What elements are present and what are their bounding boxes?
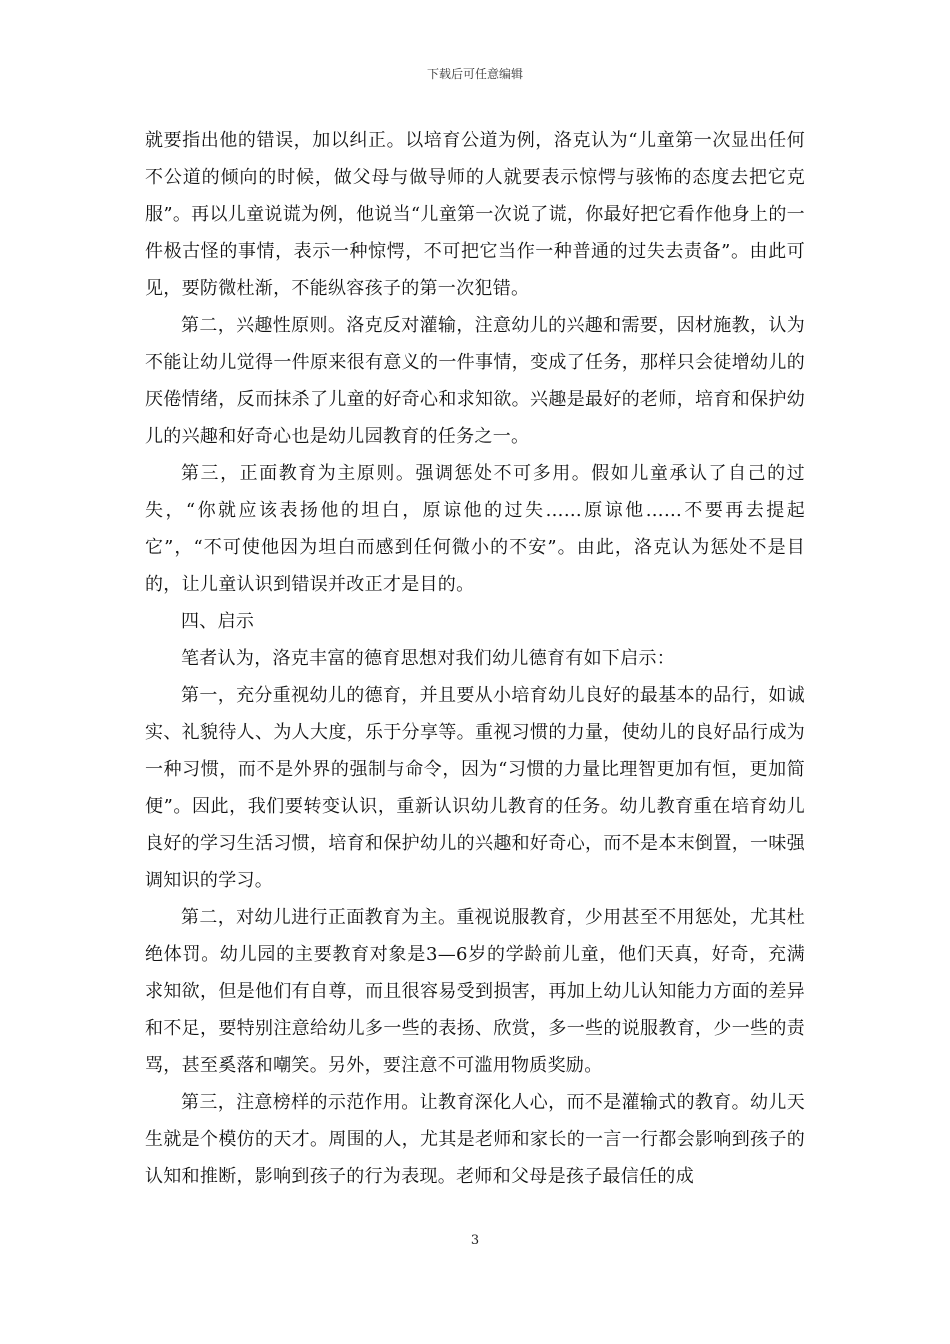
paragraph-8: 第三，注意榜样的示范作用。让教育深化人心，而不是灌输式的教育。幼儿天生就是个模仿的天才。周围的人，尤其是老师和家长的一言一行都会影响到孩子的认知和推断，影响到孩子的行为表现。老师和父母是孩子最信任的成	[145, 1092, 805, 1187]
paragraph-7: 第二，对幼儿进行正面教育为主。重视说服教育，少用甚至不用惩处，尤其杜绝体罚。幼儿园的主要教育对象是3—6岁的学龄前儿童，他们天真，好奇，充满求知欲，但是他们有自尊，而且很容易受到损害，再加上幼儿认知能力方面的差异和不足，要特别注意给幼儿多一些的表扬、欣赏，多一些的说服教育，少一些的责骂，甚至奚落和嘲笑。另外，要注意不可滥用物质奖励。	[145, 907, 805, 1076]
paragraph-2: 第二，兴趣性原则。洛克反对灌输，注意幼儿的兴趣和需要，因材施教，认为不能让幼儿觉得一件原来很有意义的一件事情，变成了任务，那样只会徒增幼儿的厌倦情绪，反而抹杀了儿童的好奇心和求知欲。兴趣是最好的老师，培育和保护幼儿的兴趣和好奇心也是幼儿园教育的任务之一。	[145, 315, 805, 447]
page-header: 下载后可任意编辑	[426, 67, 523, 81]
page-number: 3	[470, 1233, 480, 1248]
paragraph-1: 就要指出他的错误，加以纠正。以培育公道为例，洛克认为“儿童第一次显出任何不公道的倾向的时候，做父母与做导师的人就要表示惊愕与骇怖的态度去把它克服”。再以儿童说谎为例，他说当“儿童第一次说了谎，你最好把它看作他身上的一件极古怪的事情，表示一种惊愕，不可把它当作一种普通的过失去责备”。由此可见，要防微杜渐，不能纵容孩子的第一次犯错。	[145, 130, 805, 299]
paragraph-3: 第三，正面教育为主原则。强调惩处不可多用。假如儿童承认了自己的过失，“你就应该表扬他的坦白，原谅他的过失……原谅他……不要再去提起它”，“不可使他因为坦白而感到任何微小的不安”。由此，洛克认为惩处不是目的，让儿童认识到错误并改正才是目的。	[145, 463, 805, 595]
paragraph-5: 笔者认为，洛克丰富的德育思想对我们幼儿德育有如下启示：	[181, 648, 676, 669]
document-body	[145, 122, 805, 1195]
section-heading: 四、启示	[181, 611, 255, 632]
paragraph-6: 第一，充分重视幼儿的德育，并且要从小培育幼儿良好的最基本的品行，如诚实、礼貌待人、为人大度，乐于分享等。重视习惯的力量，使幼儿的良好品行成为一种习惯，而不是外界的强制与命令，因为“习惯的力量比理智更加有恒，更加简便”。因此，我们要转变认识，重新认识幼儿教育的任务。幼儿教育重在培育幼儿良好的学习生活习惯，培育和保护幼儿的兴趣和好奇心，而不是本末倒置，一味强调知识的学习。	[145, 685, 805, 891]
